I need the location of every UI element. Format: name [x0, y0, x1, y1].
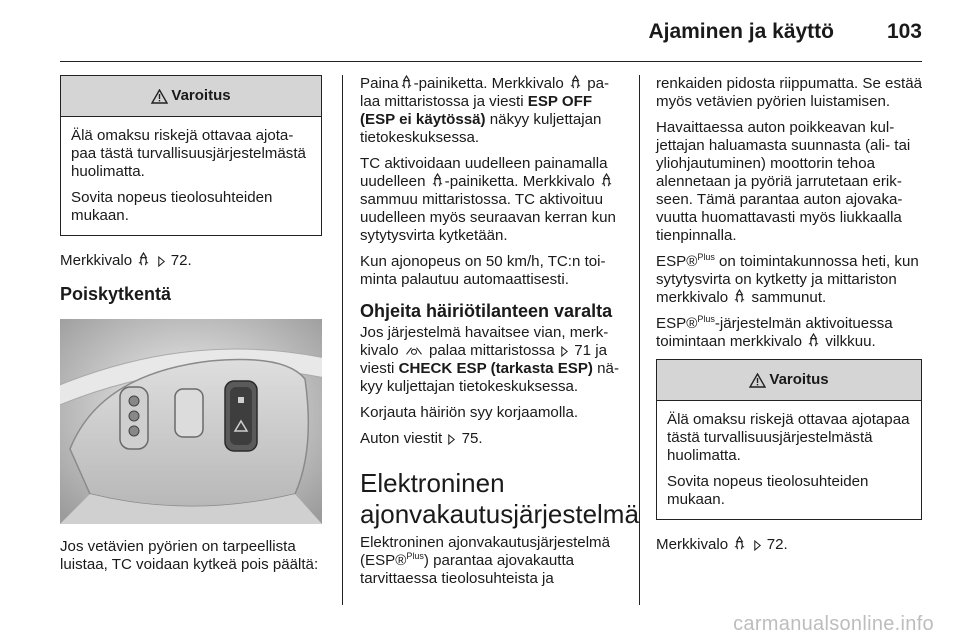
warning-triangle-icon — [151, 89, 168, 104]
paragraph-esp-function: Havaittaessa auton poikkeavan kuljettajan haluamasta suunnasta (ali- tai yliohjautuminen) moottorin tehoa alennetaan ja pyöriä jarrutetaan erikseen. Tämä parantaa auton ajovakavuutta huomattavasti myös liukkaalla tienpinnalla. — [656, 119, 911, 244]
service-wrench-icon — [404, 345, 424, 357]
paragraph-fault: Jos järjestelmä havaitsee vian, merkkivalo palaa mittaristossa 71 ja viesti CHECK ESP (tarkasta ESP) näkyy kuljettajan tietokeskuksessa. — [360, 324, 619, 395]
esp-icon — [807, 333, 820, 348]
paragraph-tc-off: Jos vetävien pyörien on tarpeellista luistaa, TC voidaan kytkeä pois päältä: — [60, 538, 319, 573]
esp-icon — [600, 173, 613, 188]
page-arrow-icon — [560, 346, 569, 357]
paragraph-esp-active: ESP®$^{Plus}$-järjestelmän aktivoituessa toimintaan merkkivalo vilkkuu. — [656, 314, 893, 350]
paragraph-press-button: Paina -painiketta. Merkkivalo palaa mittaristossa ja viesti ESP OFF (ESP ei käytössä) näkyy kuljettajan tietokeskuksessa. — [360, 75, 610, 146]
esp-switch-photo — [60, 319, 322, 524]
warning-title: Varoitus — [769, 371, 829, 388]
warning-header — [61, 76, 321, 117]
warning-triangle-icon — [749, 373, 766, 388]
paragraph-speed: Kun ajonopeus on 50 km/h, TC:n toiminta palautuu automaattisesti. — [360, 253, 606, 288]
esp-icon — [569, 75, 582, 90]
indicator-reference: Merkkivalo 72. — [60, 252, 192, 269]
esp-icon — [733, 536, 746, 551]
section-heading-esp: Elektroninen ajonvakautusjärjestelmä — [360, 468, 639, 529]
column-divider-2 — [639, 75, 640, 605]
warning-box — [60, 75, 322, 236]
header-title: Ajaminen ja käyttö — [648, 20, 834, 43]
column-2 — [360, 75, 639, 596]
esp-icon — [137, 252, 150, 267]
warning-box — [656, 359, 922, 520]
warning-header — [657, 360, 921, 401]
header-divider — [60, 61, 922, 62]
warning-text-1: Älä omaksu riskejä ottavaa ajotapaa tästä turvallisuusjärjestelmästä huolimatta. — [71, 127, 306, 180]
warning-text-2: Sovita nopeus tieolosuhteiden mukaan. — [667, 473, 869, 508]
page-arrow-icon — [157, 256, 166, 267]
paragraph-vehicle-messages: Auton viestit 75. — [360, 430, 483, 447]
warning-text-2: Sovita nopeus tieolosuhteiden mukaan. — [71, 189, 273, 224]
esp-icon — [431, 173, 444, 188]
column-3 — [656, 75, 922, 562]
column-1 — [60, 75, 322, 582]
column-divider-1 — [342, 75, 343, 605]
page-number: 103 — [886, 20, 922, 43]
paragraph-tc-reactivate: TC aktivoidaan uudelleen painamalla uudelleen -painiketta. Merkkivalo sammuu mittaristossa. TC aktivoituu uudelleen myös seuraavan kerran kun sytytysvirta kytketään. — [360, 155, 616, 244]
page-header — [60, 16, 922, 60]
section-heading-deactivation: Poiskytkentä — [60, 284, 172, 304]
indicator-reference: Merkkivalo 72. — [656, 536, 788, 553]
page-arrow-icon — [753, 540, 762, 551]
page-arrow-icon — [447, 434, 456, 445]
paragraph-esp-intro: Elektroninen ajonvakautusjärjestelmä (ESP®$^{Plus}$) parantaa ajovakautta tarvittaessa tieolosuhteista ja — [360, 534, 611, 587]
warning-title: Varoitus — [171, 87, 231, 104]
warning-text-1: Älä omaksu riskejä ottavaa ajotapaa tästä turvallisuusjärjestelmästä huolimatta. — [667, 411, 910, 464]
esp-icon — [400, 75, 413, 90]
paragraph-repair: Korjauta häiriön syy korjaamolla. — [360, 404, 579, 421]
esp-icon — [733, 289, 746, 304]
footer-watermark: carmanualsonline.info — [733, 613, 934, 635]
paragraph-esp-ready: ESP®$^{Plus}$ on toimintakunnossa heti, kun sytytysvirta on kytketty ja mittariston merkkivalo sammunut. — [656, 252, 919, 306]
section-heading-fault: Ohjeita häiriötilanteen varalta — [360, 301, 613, 321]
paragraph-esp-cont: renkaiden pidosta riippumatta. Se estää myös vetävien pyörien luistamisen. — [656, 75, 922, 110]
